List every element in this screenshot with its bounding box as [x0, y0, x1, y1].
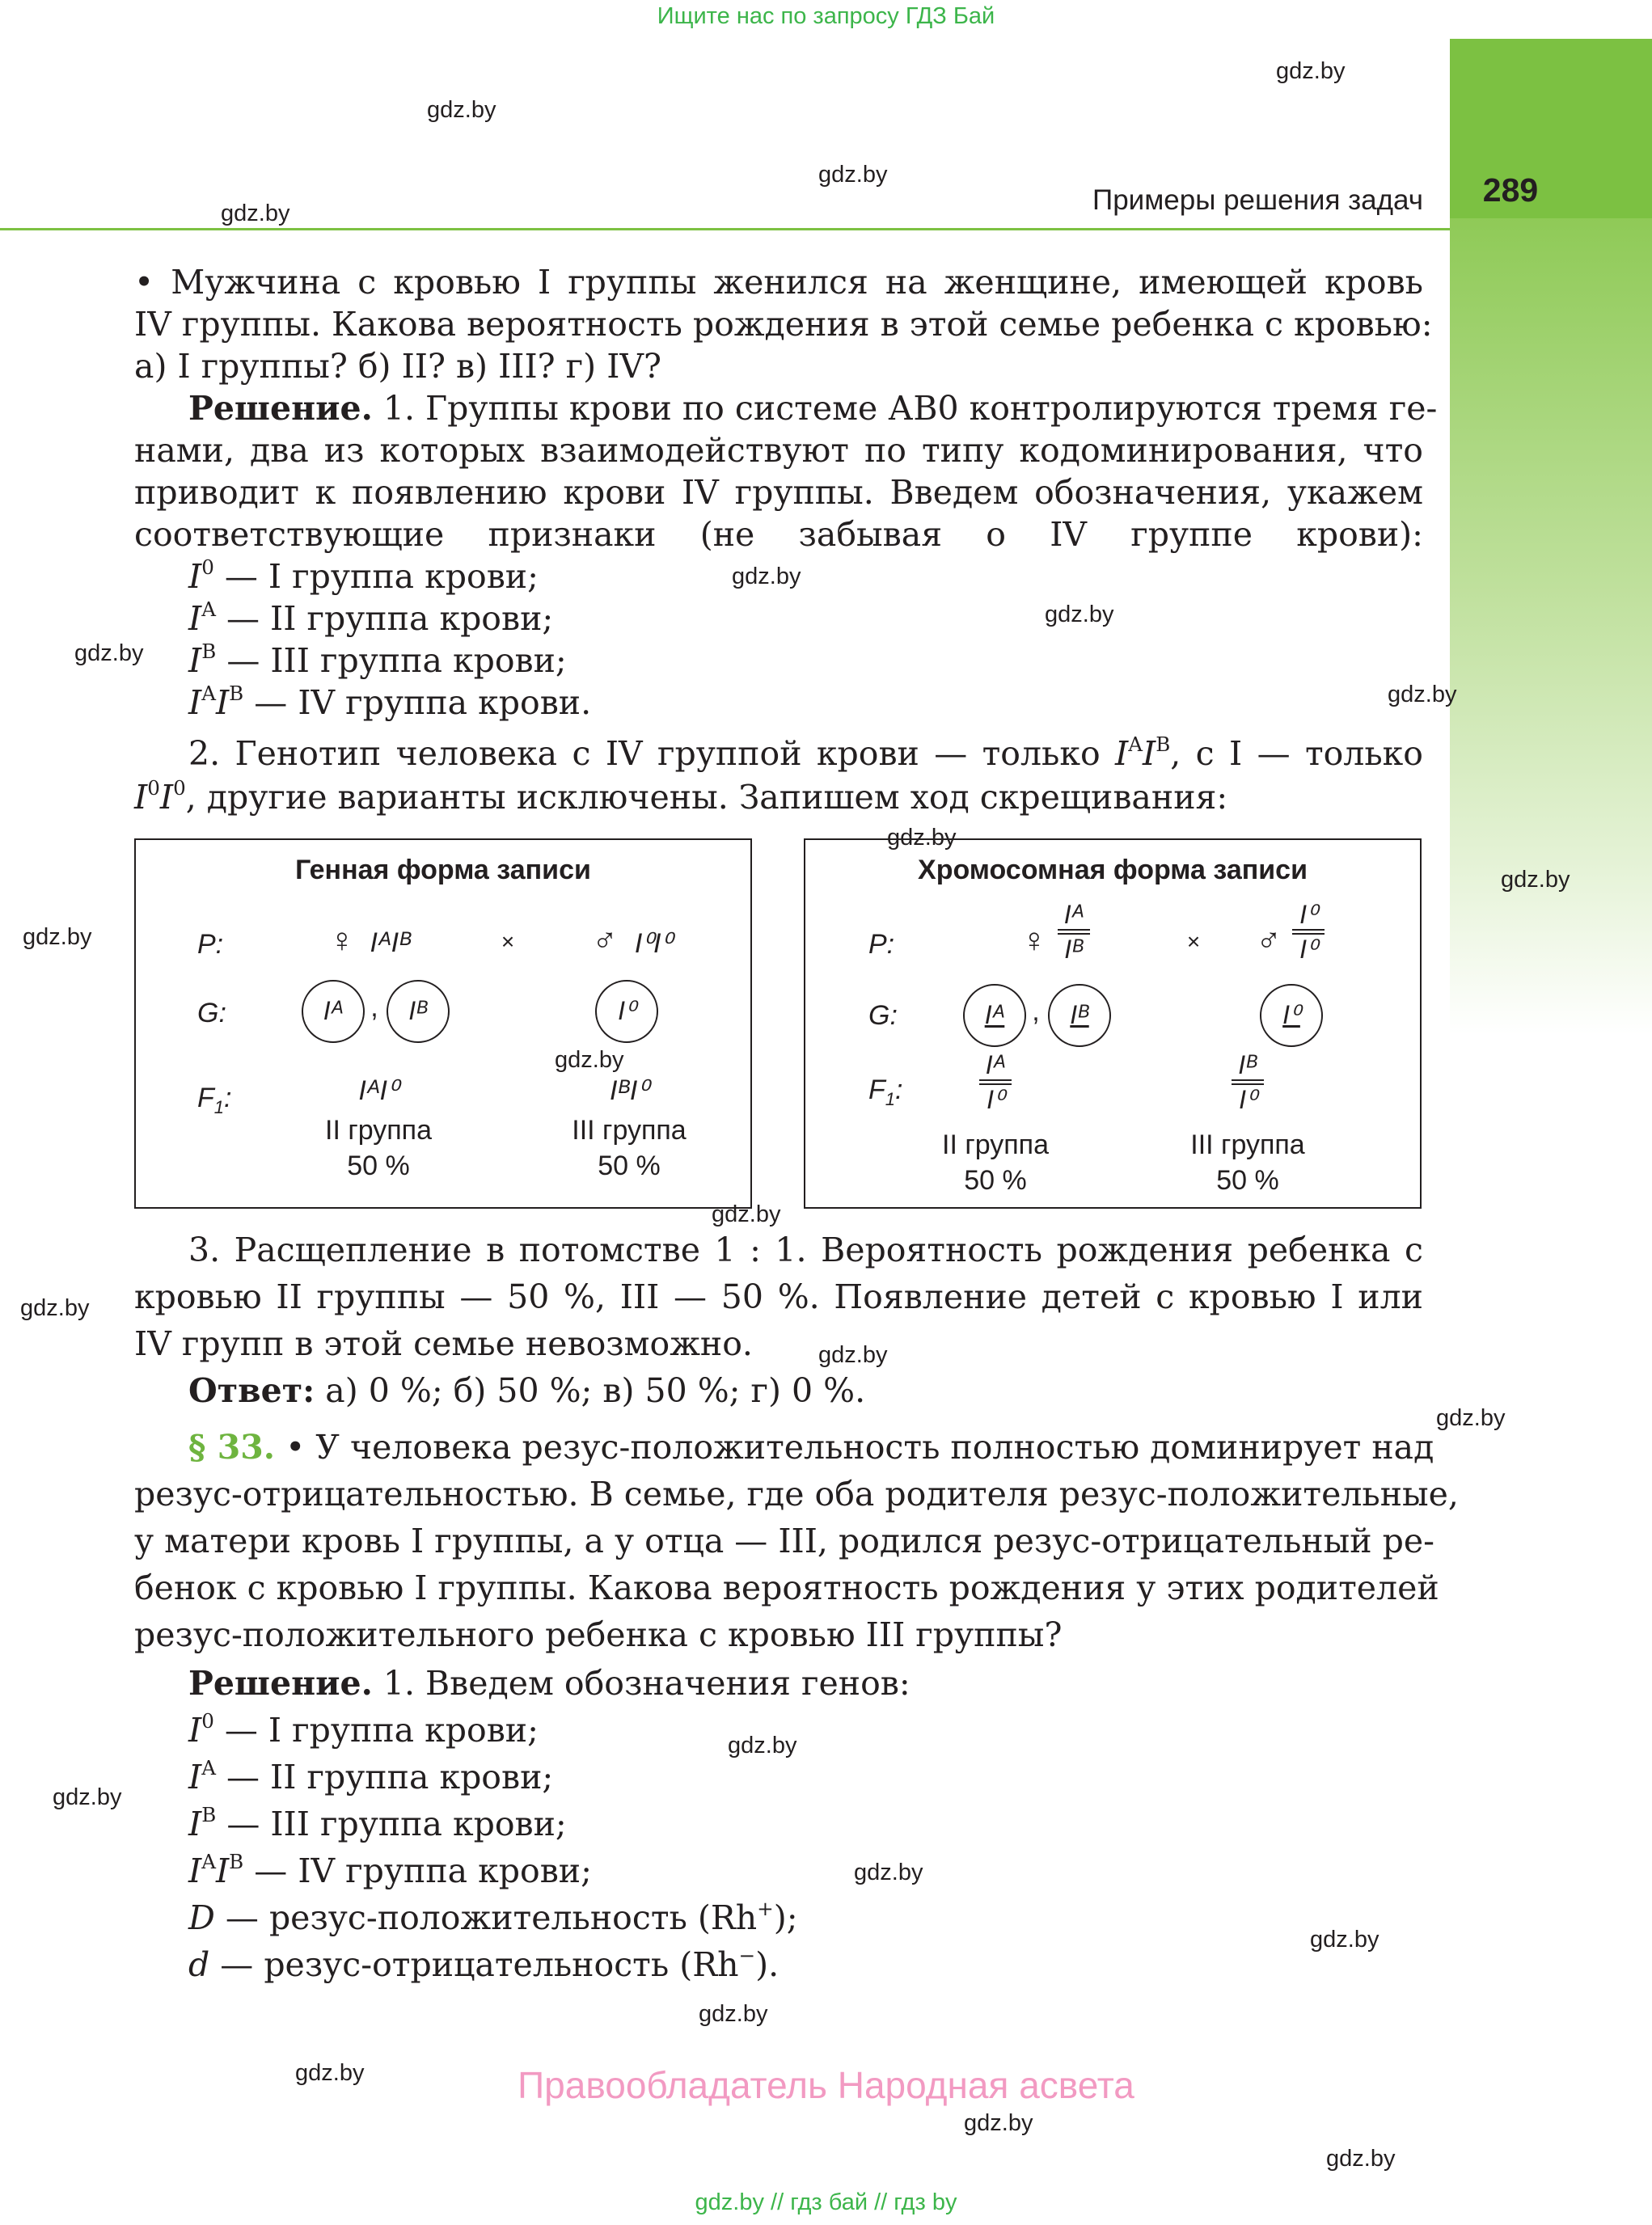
watermark: gdz.by: [732, 564, 801, 589]
gene-notation: $I^0$ — I группа крови;: [188, 1708, 539, 1750]
cross-sign: ×: [1186, 929, 1201, 954]
watermark: gdz.by: [20, 1295, 90, 1321]
problem2-line: у матери кровь I группы, а у отца — III, родился резус-отрицательный ре-: [134, 1522, 1434, 1560]
solution1-line: соответствующие признаки (не забывая о IV группе крови):: [134, 515, 1423, 554]
watermark: gdz.by: [818, 1342, 888, 1368]
male-sign: ♂: [592, 921, 618, 959]
g-label: G:: [197, 998, 226, 1028]
watermark: gdz.by: [1310, 1927, 1379, 1953]
group-label: III группа: [1190, 1129, 1305, 1160]
male-sign: ♂: [1256, 921, 1282, 959]
watermark: gdz.by: [964, 2110, 1033, 2136]
gamete-circle: I⁰: [595, 980, 658, 1043]
male-chromosomes: I⁰ I⁰: [1284, 900, 1333, 964]
watermark: gdz.by: [23, 924, 92, 950]
watermark: gdz.by: [1388, 682, 1457, 707]
f1-genotype: IᴮI⁰: [610, 1075, 649, 1106]
male-genotype: I⁰I⁰: [634, 928, 673, 959]
gamete-circle: Iᴬ: [963, 984, 1026, 1047]
comma: ,: [1032, 996, 1040, 1027]
percent-label: 50 %: [1216, 1165, 1279, 1196]
gene-form-box: [134, 838, 752, 1209]
step3-line: кровью II группы — 50 %, III — 50 %. Появление детей с кровью I или: [134, 1277, 1423, 1316]
watermark: gdz.by: [53, 1784, 122, 1810]
gene-notation: $I^AI^B$ — IV группа крови;: [188, 1849, 592, 1890]
p-label: P:: [197, 929, 224, 960]
rh-negative-notation: d — резус-отрицательность (Rh−).: [188, 1943, 780, 1984]
f1-label: $F_1$:: [197, 1083, 232, 1117]
problem2-line: бенок с кровью I группы. Какова вероятность рождения у этих родителей: [134, 1568, 1439, 1607]
problem2-line: резус-положительного ребенка с кровью III группы?: [134, 1615, 1063, 1654]
percent-label: 50 %: [964, 1165, 1027, 1196]
watermark: gdz.by: [1501, 867, 1570, 893]
step3-line: 3. Расщепление в потомстве 1 : 1. Вероятность рождения ребенка с: [188, 1231, 1423, 1269]
problem1-line: IV группы. Какова вероятность рождения в этой семье ребенка с кровью:: [134, 305, 1433, 344]
cross-sign: ×: [501, 929, 515, 954]
step3-line: IV групп в этой семье невозможно.: [134, 1324, 753, 1363]
chromosome-form-box: [804, 838, 1422, 1209]
watermark: gdz.by: [221, 201, 290, 226]
female-chromosomes: Iᴬ Iᴮ: [1050, 900, 1098, 964]
problem2-line: § 33. • У человека резус-положительность полностью доминирует над: [188, 1428, 1434, 1467]
p-label: P:: [868, 929, 895, 960]
header-rule: [0, 228, 1450, 230]
watermark: gdz.by: [555, 1047, 624, 1073]
gamete-circle: Iᴮ: [1048, 984, 1111, 1047]
footer-links[interactable]: gdz.by // гдз бай // гдз by: [695, 2189, 957, 2215]
solution2-line: Решение. 1. Введем обозначения генов:: [188, 1664, 911, 1703]
gamete-circle: I⁰: [1260, 984, 1323, 1047]
gamete-circle: Iᴮ: [387, 980, 450, 1043]
step2-line: $I^0I^0$, другие варианты исключены. Запишем ход скрещивания:: [134, 775, 1228, 817]
watermark: gdz.by: [1276, 58, 1346, 84]
watermark: gdz.by: [887, 825, 957, 851]
watermark: gdz.by: [1436, 1405, 1506, 1431]
gene-notation: $I^B$ — III группа крови;: [188, 1802, 567, 1843]
watermark: gdz.by: [74, 640, 144, 666]
solution1-line: нами, два из которых взаимодействуют по типу кодоминирования, что: [134, 431, 1423, 470]
watermark: gdz.by: [854, 1860, 923, 1885]
gene-notation: $I^A$ — II группа крови;: [188, 597, 554, 638]
watermark: gdz.by: [427, 97, 496, 123]
side-gradient-bar: [1450, 218, 1652, 1035]
watermark: gdz.by: [818, 162, 888, 188]
problem1-line: • Мужчина с кровью I группы женился на женщине, имеющей кровь: [134, 263, 1423, 302]
gene-form-title: Генная форма записи: [295, 855, 591, 885]
group-label: II группа: [942, 1129, 1049, 1160]
female-sign: ♀: [1021, 921, 1047, 959]
page-number: 289: [1482, 171, 1539, 209]
female-sign: ♀: [329, 921, 355, 959]
f1-chromosomes: Iᴮ I⁰: [1219, 1050, 1276, 1114]
g-label: G:: [868, 1000, 898, 1031]
solution-label: Решение.: [188, 389, 373, 428]
f1-label: $F_1$:: [868, 1075, 903, 1109]
step2-line: 2. Генотип человека с IV группой крови — только $I^AI^B$, с I — только: [188, 732, 1423, 773]
watermark: gdz.by: [1045, 602, 1114, 627]
solution-text: 1. Группы крови по системе АВ0 контролируются тремя ге-: [372, 389, 1438, 428]
solution1-line: приводит к появлению крови IV группы. Введем обозначения, укажем: [134, 473, 1423, 512]
watermark: gdz.by: [699, 2001, 768, 2027]
rh-positive-notation: D — резус-положительность (Rh+);: [188, 1896, 798, 1937]
gamete-circle: Iᴬ: [302, 980, 365, 1043]
answer-line: Ответ: а) 0 %; б) 50 %; в) 50 %; г) 0 %.: [188, 1371, 866, 1410]
section-number: § 33.: [188, 1428, 276, 1467]
running-header: Примеры решения задач: [1092, 184, 1423, 216]
problem2-line: резус-отрицательностью. В семье, где оба родителя резус-положительные,: [134, 1475, 1459, 1514]
watermark: gdz.by: [1326, 2146, 1396, 2172]
gene-notation: $I^0$ — I группа крови;: [188, 555, 539, 596]
group-label: III группа: [572, 1115, 687, 1146]
problem1-line: а) I группы? б) II? в) III? г) IV?: [134, 347, 661, 386]
copyright-holder: Правообладатель Народная асвета: [518, 2064, 1134, 2106]
solution1-line: [188, 389, 1438, 428]
top-banner: Ищите нас по запросу ГДЗ Бай: [657, 3, 995, 29]
watermark: gdz.by: [712, 1201, 781, 1227]
percent-label: 50 %: [347, 1150, 410, 1181]
percent-label: 50 %: [598, 1150, 661, 1181]
chromosome-form-title: Хромосомная форма записи: [918, 855, 1308, 885]
comma: ,: [370, 992, 378, 1023]
gene-notation: $I^B$ — III группа крови;: [188, 639, 567, 680]
gene-notation: $I^A$ — II группа крови;: [188, 1755, 554, 1796]
group-label: II группа: [325, 1115, 432, 1146]
female-genotype: IᴬIᴮ: [370, 927, 412, 958]
gene-notation: $I^AI^B$ — IV группа крови.: [188, 681, 592, 722]
watermark: gdz.by: [728, 1733, 797, 1758]
f1-genotype: IᴬI⁰: [358, 1075, 399, 1106]
f1-chromosomes: Iᴬ I⁰: [967, 1050, 1024, 1114]
watermark: gdz.by: [295, 2060, 365, 2086]
